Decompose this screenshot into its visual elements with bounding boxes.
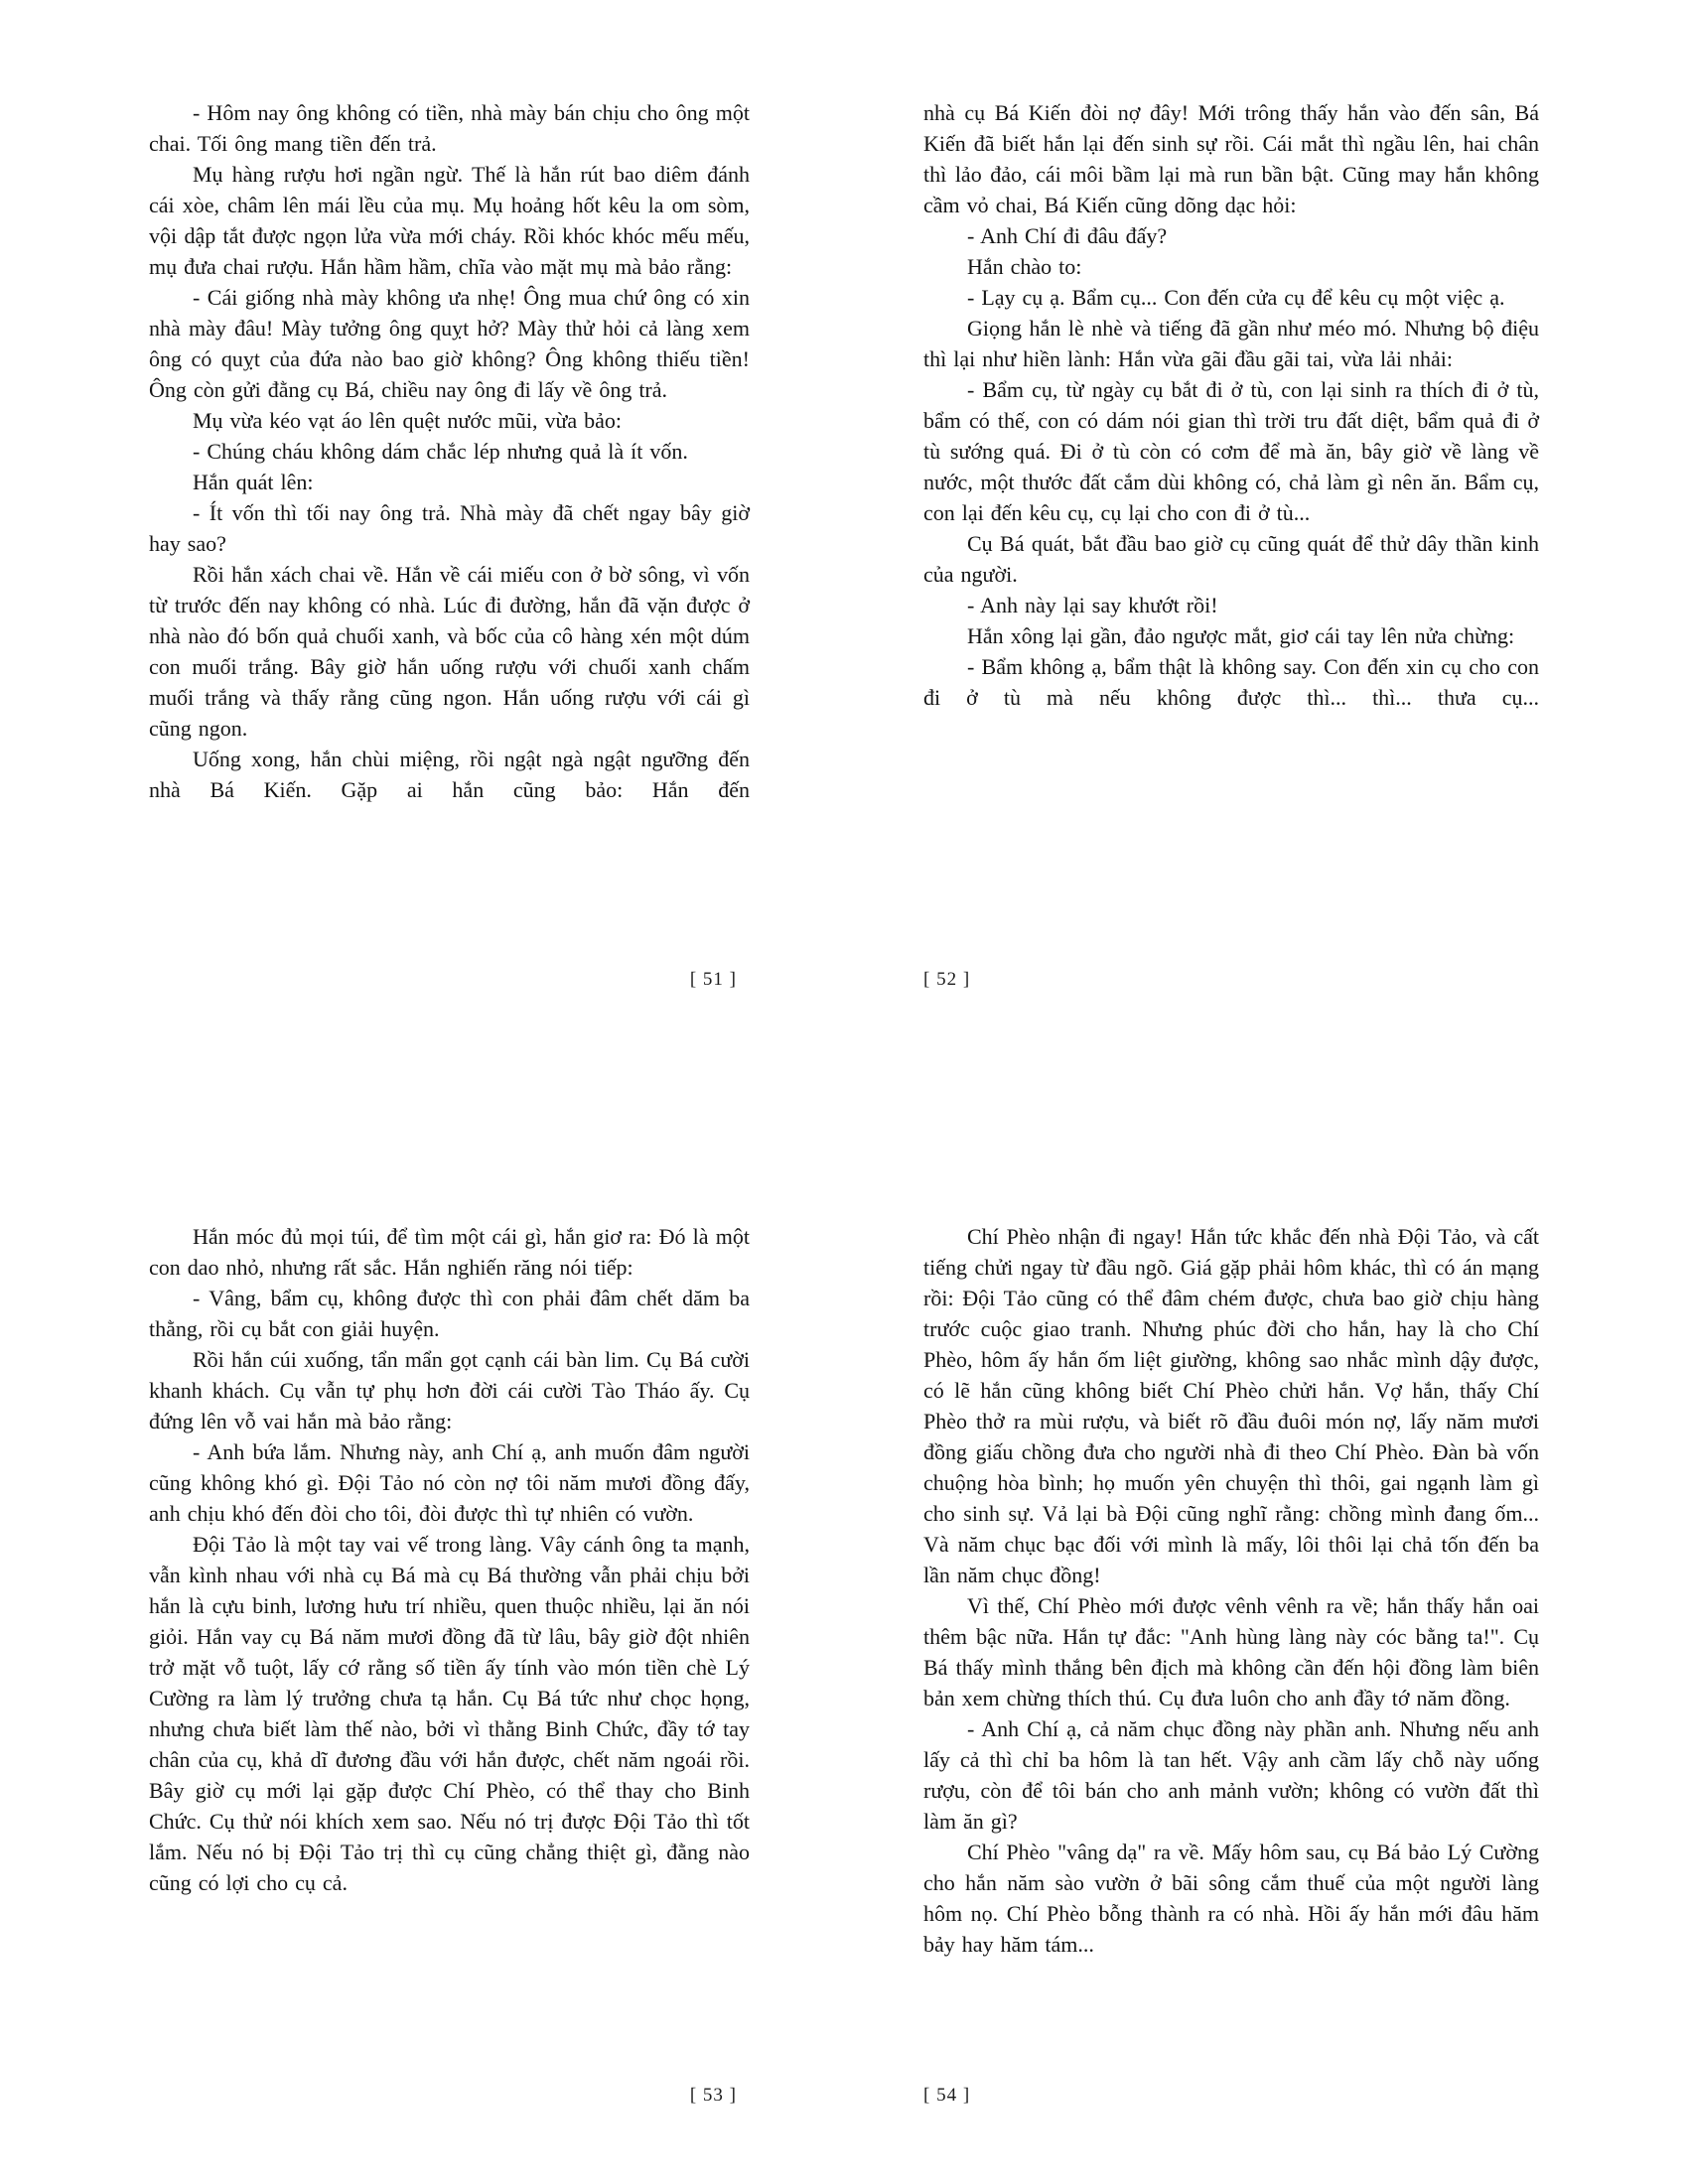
page-53-paragraph-3: Rồi hắn cúi xuống, tẩn mẩn gọt cạnh cái bàn lim. Cụ Bá cười khanh khách. Cụ vẫn tự phụ hơn đời cái cười Tào Tháo ấy. Cụ đứng lên vỗ vai hắn mà bảo rằng: [149, 1347, 750, 1433]
page-52-paragraph-10: - Bẩm không ạ, bẩm thật là không say. Con đến xin cụ cho con đi ở tù mà nếu không được thì... thì... thưa cụ... [923, 654, 1539, 710]
page-51-paragraph-4: Mụ vừa kéo vạt áo lên quệt nước mũi, vừa bảo: [193, 408, 623, 433]
page-54-paragraph-3: - Anh Chí ạ, cả năm chục đồng này phần anh. Nhưng nếu anh lấy cả thì chỉ ba hôm là tan hết. Vậy anh cầm lấy chỗ này uống rượu, còn để tôi bán cho anh mảnh vườn; không có vườn đất thì làm ăn gì? [923, 1716, 1539, 1834]
page-52 [923, 97, 1539, 713]
page-52-paragraph-9: Hắn xông lại gần, đảo ngược mắt, giơ cái tay lên nửa chừng: [967, 623, 1515, 648]
page-52-number: [ 52 ] [923, 969, 971, 990]
page-52-paragraph-1: nhà cụ Bá Kiến đòi nợ đây! Mới trông thấy hắn vào đến sân, Bá Kiến đã biết hắn lại đến sinh sự rồi. Cái mắt thì ngầu lên, hai chân thì lảo đảo, cái môi bầm lại mà run bần bật. Cũng may hắn không cầm vỏ chai, Bá Kiến cũng dõng dạc hỏi: [923, 100, 1539, 217]
page-52-paragraph-6: - Bẩm cụ, từ ngày cụ bắt đi ở tù, con lại sinh ra thích đi ở tù, bẩm có thế, con có dám nói gian thì trời tru đất diệt, bẩm quả đi ở tù sướng quá. Đi ở tù còn có cơm để mà ăn, bây giờ về làng về nước, một thước đất cắm dùi không có, chả làm gì nên ăn. Bẩm cụ, con lại đến kêu cụ, cụ lại cho con đi ở tù... [923, 377, 1539, 525]
page-52-paragraph-7: Cụ Bá quát, bắt đầu bao giờ cụ cũng quát để thử dây thần kinh của người. [923, 531, 1539, 587]
page-51-paragraph-1: - Hôm nay ông không có tiền, nhà mày bán chịu cho ông một chai. Tối ông mang tiền đến trả. [149, 100, 750, 156]
page-53 [149, 1221, 750, 1898]
page-51 [149, 97, 750, 805]
page-51-number: [ 51 ] [689, 969, 737, 990]
page-52-paragraph-2: - Anh Chí đi đâu đấy? [967, 223, 1168, 248]
page-51-paragraph-2: Mụ hàng rượu hơi ngần ngừ. Thế là hắn rút bao diêm đánh cái xòe, châm lên mái lều của mụ. Mụ hoảng hốt kêu la om sòm, vội dập tắt được ngọn lửa vừa mới cháy. Rồi khóc khóc mếu mếu, mụ đưa chai rượu. Hắn hầm hầm, chĩa vào mặt mụ mà bảo rằng: [149, 162, 750, 279]
page-54-number: [ 54 ] [923, 2085, 971, 2106]
page-54-paragraph-1: Chí Phèo nhận đi ngay! Hắn tức khắc đến nhà Đội Tảo, và cất tiếng chửi ngay từ đầu ngõ. Giá gặp phải hôm khác, thì có án mạng rồi: Đội Tảo cũng có thể đâm chém được, chưa bao giờ chịu hàng trước cuộc giao tranh. Nhưng phúc đời cho hắn, hay là cho Chí Phèo, hôm ấy hắn ốm liệt giường, không sao nhắc mình dậy được, có lẽ hắn cũng không biết Chí Phèo chửi hắn. Vợ hắn, thấy Chí Phèo thở ra mùi rượu, và biết rõ đầu đuôi món nợ, lấy năm mươi đồng giấu chồng đưa cho người nhà đi theo Chí Phèo. Đàn bà vốn chuộng hòa bình; họ muốn yên chuyện thì thôi, gai ngạnh làm gì cho sinh sự. Vả lại bà Đội cũng nghĩ rằng: chồng mình đang ốm... Và năm chục bạc đối với mình là mấy, lôi thôi lại chả tốn đến ba lần năm chục đồng! [923, 1224, 1539, 1587]
page-51-paragraph-8: Rồi hắn xách chai về. Hắn về cái miếu con ở bờ sông, vì vốn từ trước đến nay không có nhà. Lúc đi đường, hắn đã vặn được ở nhà nào đó bốn quả chuối xanh, và bốc của cô hàng xén một dúm con muối trắng. Bây giờ hắn uống rượu với chuối xanh chấm muối trắng và thấy rằng cũng ngon. Hắn uống rượu với cái gì cũng ngon. [149, 562, 750, 741]
page-52-paragraph-3: Hắn chào to: [967, 254, 1082, 279]
page-52-paragraph-5: Giọng hắn lè nhè và tiếng đã gần như méo mó. Nhưng bộ điệu thì lại như hiền lành: Hắn vừa gãi đầu gãi tai, vừa lải nhải: [923, 316, 1539, 371]
page-52-paragraph-8: - Anh này lại say khướt rồi! [967, 593, 1218, 617]
page-53-paragraph-4: - Anh bứa lắm. Nhưng này, anh Chí ạ, anh muốn đâm người cũng không khó gì. Đội Tảo nó còn nợ tôi năm mươi đồng đấy, anh chịu khó đến đòi cho tôi, đòi được thì tự nhiên có vườn. [149, 1439, 750, 1526]
page-51-paragraph-5: - Chúng cháu không dám chắc lép nhưng quả là ít vốn. [193, 439, 688, 464]
page-52-paragraph-4: - Lạy cụ ạ. Bẩm cụ... Con đến cửa cụ để kêu cụ một việc ạ. [967, 285, 1505, 310]
page-54-paragraph-2: Vì thế, Chí Phèo mới được vênh vênh ra về; hắn thấy hắn oai thêm bậc nữa. Hắn tự đắc: "Anh hùng làng này cóc bằng ta!". Cụ Bá thấy mình thắng bên địch mà không cần đến hội đồng làm biên bản xem chừng thích thú. Cụ đưa luôn cho anh đầy tớ năm đồng. [923, 1593, 1539, 1710]
page-51-paragraph-3: - Cái giống nhà mày không ưa nhẹ! Ông mua chứ ông có xin nhà mày đâu! Mày tưởng ông quỵt hở? Mày thử hỏi cả làng xem ông có quỵt của đứa nào bao giờ không? Ông không thiếu tiền! Ông còn gửi đằng cụ Bá, chiều nay ông đi lấy về ông trả. [149, 285, 750, 402]
page-53-number: [ 53 ] [689, 2085, 737, 2106]
page-51-paragraph-6: Hắn quát lên: [193, 470, 314, 494]
page-53-paragraph-1: Hắn móc đủ mọi túi, để tìm một cái gì, hắn giơ ra: Đó là một con dao nhỏ, nhưng rất sắc. Hắn nghiến răng nói tiếp: [149, 1224, 750, 1280]
page-53-paragraph-5: Đội Tảo là một tay vai vế trong làng. Vây cánh ông ta mạnh, vẫn kình nhau với nhà cụ Bá mà cụ Bá thường vẫn phải chịu bởi hắn là cựu binh, lương hưu trí nhiều, quen thuộc nhiều, lại ăn nói giỏi. Hắn vay cụ Bá năm mươi đồng đã từ lâu, bây giờ đột nhiên trở mặt vỗ tuột, lấy cớ rằng số tiền ấy tính vào món tiền chè Lý Cường ra làm lý trưởng chưa tạ hắn. Cụ Bá tức như chọc họng, nhưng chưa biết làm thế nào, bởi vì thằng Binh Chức, đầy tớ tay chân của cụ, khả dĩ đương đầu với hắn được, chết năm ngoái rồi. Bây giờ cụ mới lại gặp được Chí Phèo, có thể thay cho Binh Chức. Cụ thử nói khích xem sao. Nếu nó trị được Đội Tảo thì tốt lắm. Nếu nó bị Đội Tảo trị thì cụ cũng chẳng thiệt gì, đằng nào cũng có lợi cho cụ cả. [149, 1532, 750, 1895]
page-51-paragraph-7: - Ít vốn thì tối nay ông trả. Nhà mày đã chết ngay bây giờ hay sao? [149, 500, 750, 556]
page-54 [923, 1221, 1539, 1960]
page-53-paragraph-2: - Vâng, bẩm cụ, không được thì con phải đâm chết dăm ba thằng, rồi cụ bắt con giải huyện. [149, 1286, 750, 1341]
page-51-paragraph-9: Uống xong, hắn chùi miệng, rồi ngật ngà ngật ngưỡng đến nhà Bá Kiến. Gặp ai hắn cũng bảo: Hắn đến [149, 747, 750, 802]
page-54-paragraph-4: Chí Phèo "vâng dạ" ra về. Mấy hôm sau, cụ Bá bảo Lý Cường cho hắn năm sào vườn ở bãi sông cắm thuế của một người làng hôm nọ. Chí Phèo bỗng thành ra có nhà. Hồi ấy hắn mới đâu hăm bảy hay hăm tám... [923, 1840, 1539, 1957]
